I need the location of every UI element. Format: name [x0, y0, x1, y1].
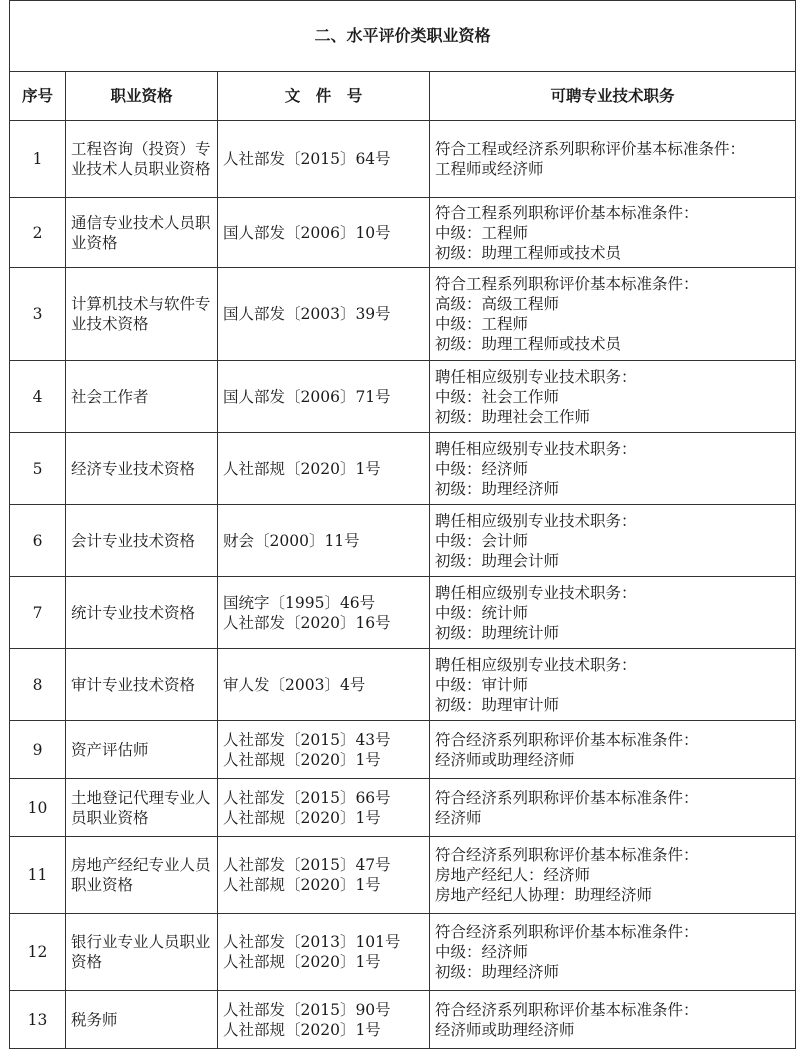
position-cell [430, 361, 796, 433]
document-number: 审人发〔2003〕4号 [223, 675, 366, 694]
document-number: 人社部发〔2015〕43号 [223, 730, 391, 749]
qualification-name: 通信专业技术人员职业资格 [66, 198, 218, 268]
position-line: 初级：助理经济师 [435, 963, 560, 981]
qualification-name: 工程咨询（投资）专业技术人员职业资格 [66, 121, 218, 198]
position-line: 中级：统计师 [435, 603, 529, 622]
document-number: 国人部发〔2003〕39号 [223, 305, 391, 323]
position-cell [430, 433, 796, 505]
header-row [10, 72, 796, 121]
position-cell [430, 914, 796, 991]
row-number: 4 [10, 361, 66, 433]
position-line: 初级：助理统计师 [435, 623, 560, 642]
position-line: 聘任相应级别专业技术职务： [435, 655, 637, 674]
table-row [10, 433, 796, 505]
document-number-cell [218, 649, 430, 721]
header-no: 序号 [10, 72, 66, 121]
header-position: 可聘专业技术职务 [430, 72, 796, 121]
document-number: 人社部发〔2015〕90号 [223, 1000, 391, 1019]
row-number: 12 [10, 914, 66, 991]
table-row [10, 649, 796, 721]
position-line: 符合经济系列职称评价基本标准条件： [435, 1000, 699, 1019]
document-number-cell [218, 779, 430, 837]
position-line: 符合工程系列职称评价基本标准条件： [435, 203, 699, 222]
document-number: 人社部规〔2020〕1号 [223, 750, 381, 769]
position-line: 初级：助理经济师 [435, 479, 560, 498]
position-line: 中级：经济师 [435, 943, 529, 961]
document-number: 人社部规〔2020〕1号 [223, 808, 381, 827]
qualification-name: 资产评估师 [66, 721, 218, 779]
qualification-name: 审计专业技术资格 [66, 649, 218, 721]
qualification-name: 银行业专业人员职业资格 [66, 914, 218, 991]
document-number: 国人部发〔2006〕71号 [223, 387, 391, 406]
position-line: 聘任相应级别专业技术职务： [435, 583, 637, 602]
position-line: 初级：助理社会工作师 [435, 407, 591, 426]
position-cell [430, 649, 796, 721]
position-line: 经济师或助理经济师 [435, 750, 575, 769]
document-page [9, 0, 795, 1052]
document-number: 国统字〔1995〕46号 [223, 593, 376, 612]
title-row [10, 1, 796, 72]
position-cell [430, 505, 796, 577]
row-number: 1 [10, 121, 66, 198]
position-line: 中级：工程师 [435, 315, 529, 333]
document-number-cell [218, 991, 430, 1049]
row-number: 11 [10, 837, 66, 914]
table-row [10, 577, 796, 649]
document-number: 人社部规〔2020〕1号 [223, 459, 381, 478]
row-number: 2 [10, 198, 66, 268]
document-number-cell [218, 914, 430, 991]
qualification-name: 土地登记代理专业人员职业资格 [66, 779, 218, 837]
position-line: 初级：助理工程师或技术员 [435, 335, 622, 353]
document-number-cell [218, 837, 430, 914]
position-line: 符合工程系列职称评价基本标准条件： [435, 275, 699, 293]
header-qualification: 职业资格 [66, 72, 218, 121]
document-number: 财会〔2000〕11号 [223, 531, 360, 550]
position-line: 符合经济系列职称评价基本标准条件： [435, 923, 699, 941]
row-number: 5 [10, 433, 66, 505]
position-line: 中级：经济师 [435, 459, 529, 478]
position-line: 符合工程或经济系列职称评价基本标准条件： [435, 140, 746, 158]
table-row [10, 837, 796, 914]
document-number: 人社部发〔2013〕101号 [223, 933, 401, 951]
position-line: 房地产经纪人：经济师 [435, 866, 591, 884]
position-line: 聘任相应级别专业技术职务： [435, 439, 637, 458]
position-cell [430, 779, 796, 837]
position-line: 符合经济系列职称评价基本标准条件： [435, 788, 699, 807]
position-cell [430, 198, 796, 268]
document-number-cell [218, 433, 430, 505]
row-number: 6 [10, 505, 66, 577]
table-row [10, 361, 796, 433]
position-line: 中级：社会工作师 [435, 387, 560, 406]
position-line: 中级：工程师 [435, 223, 529, 242]
document-number-cell [218, 268, 430, 361]
position-cell [430, 577, 796, 649]
document-number: 人社部发〔2015〕64号 [223, 150, 391, 168]
table-row [10, 198, 796, 268]
table-body [10, 121, 796, 1049]
position-line: 中级：审计师 [435, 675, 529, 694]
document-number-cell [218, 121, 430, 198]
position-line: 符合经济系列职称评价基本标准条件： [435, 730, 699, 749]
position-cell [430, 268, 796, 361]
position-line: 高级：高级工程师 [435, 295, 560, 313]
position-cell [430, 121, 796, 198]
position-line: 初级：助理工程师或技术员 [435, 243, 622, 262]
position-line: 聘任相应级别专业技术职务： [435, 367, 637, 386]
document-number: 人社部规〔2020〕1号 [223, 953, 381, 971]
document-number: 人社部发〔2015〕66号 [223, 788, 391, 807]
qualification-name: 税务师 [66, 991, 218, 1049]
position-line: 初级：助理会计师 [435, 551, 560, 570]
document-number-cell [218, 198, 430, 268]
position-line: 经济师或助理经济师 [435, 1020, 575, 1039]
table-row [10, 268, 796, 361]
position-line: 符合经济系列职称评价基本标准条件： [435, 846, 699, 864]
row-number: 9 [10, 721, 66, 779]
table-row [10, 721, 796, 779]
document-number: 国人部发〔2006〕10号 [223, 223, 391, 242]
table-row [10, 505, 796, 577]
document-number-cell [218, 577, 430, 649]
document-number: 人社部发〔2015〕47号 [223, 856, 391, 874]
document-number-cell [218, 505, 430, 577]
row-number: 13 [10, 991, 66, 1049]
position-line: 工程师或经济师 [435, 160, 544, 178]
qualification-name: 社会工作者 [66, 361, 218, 433]
document-number: 人社部规〔2020〕1号 [223, 876, 381, 894]
header-document: 文 件 号 [218, 72, 430, 121]
row-number: 3 [10, 268, 66, 361]
table-row [10, 121, 796, 198]
row-number: 7 [10, 577, 66, 649]
qualification-name: 统计专业技术资格 [66, 577, 218, 649]
table-row [10, 779, 796, 837]
position-line: 经济师 [435, 808, 482, 827]
position-cell [430, 991, 796, 1049]
position-line: 初级：助理审计师 [435, 695, 560, 714]
row-number: 10 [10, 779, 66, 837]
document-number-cell [218, 361, 430, 433]
position-cell [430, 837, 796, 914]
position-cell [430, 721, 796, 779]
qualification-name: 计算机技术与软件专业技术资格 [66, 268, 218, 361]
position-line: 聘任相应级别专业技术职务： [435, 511, 637, 530]
qualification-table [9, 0, 796, 1049]
position-line: 中级：会计师 [435, 531, 529, 550]
document-number: 人社部发〔2020〕16号 [223, 613, 391, 632]
table-row [10, 914, 796, 991]
qualification-name: 经济专业技术资格 [66, 433, 218, 505]
document-number-cell [218, 721, 430, 779]
document-number: 人社部规〔2020〕1号 [223, 1020, 381, 1039]
qualification-name: 房地产经纪专业人员职业资格 [66, 837, 218, 914]
row-number: 8 [10, 649, 66, 721]
table-row [10, 991, 796, 1049]
table-title: 二、水平评价类职业资格 [10, 1, 796, 72]
position-line: 房地产经纪人协理：助理经济师 [435, 886, 653, 904]
qualification-name: 会计专业技术资格 [66, 505, 218, 577]
